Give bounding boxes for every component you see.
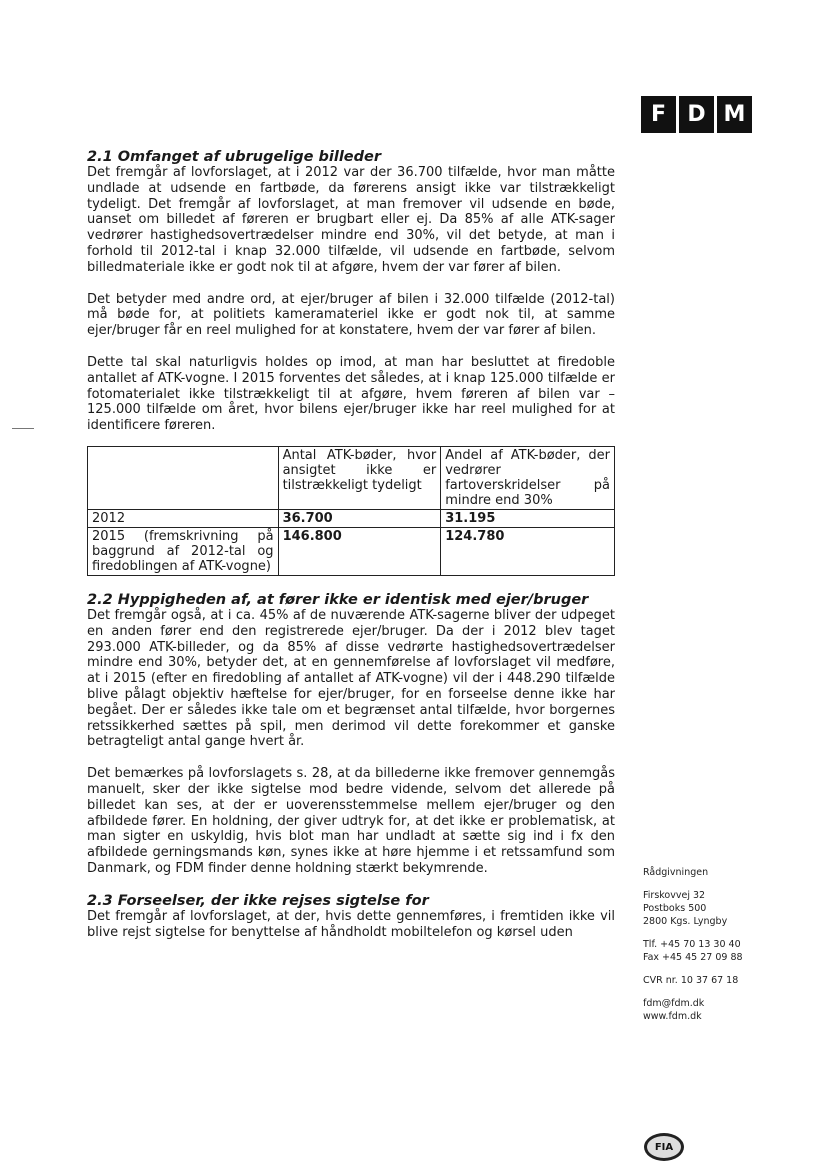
table-cell: 146.800	[278, 527, 441, 575]
paragraph: Det fremgår af lovforslaget, at i 2012 var der 36.700 tilfælde, hvor man måtte undlade at udsende en fartbøde, da førerens ansigt ikke var tilstrækkeligt tydeligt. Det fremgår af lovforslaget, at man fremover vil udsende en bøde, uanset om billedet af føreren er brugbart eller ej. Da 85% af alle ATK-sager vedrører hastighedsovertrædelser mindre end 30%, vil det betyde, at man i forhold til 2012-tal i knap 32.000 tilfælde, vil udsende en fartbøde, selvom billedmateriale ikke er godt nok til at afgøre, hvem der var fører af bilen.	[87, 165, 615, 275]
table-cell: 2012	[88, 509, 279, 527]
atk-fines-table	[87, 446, 615, 576]
address-line: Postboks 500	[643, 903, 707, 914]
table-header-cell: Andel af ATK-bøder, der vedrører fartoverskridelser på mindre end 30%	[441, 446, 615, 509]
table-cell: 124.780	[441, 527, 615, 575]
fdm-logo	[641, 96, 752, 133]
paragraph: Det betyder med andre ord, at ejer/bruger af bilen i 32.000 tilfælde (2012-tal) må bøde for, at politiets kameramateriel ikke er godt nok til, at samme ejer/bruger får en reel mulighed for at konstatere, hvem der var fører af bilen.	[87, 291, 615, 339]
paragraph: Det bemærkes på lovforslagets s. 28, at da billederne ikke fremover gennemgås manuelt, sker der ikke sigtelse mod bedre vidende, selvom det allerede på billedet kan ses, at der er uoverensstemmelse mellem ejer/bruger og den afbildede fører. En holdning, der giver udtryk for, at det ikke er problematisk, at man sigter en uskyldig, hvis blot man har undladt at sætte sig ind i fx den afbildede gerningsmands køn, synes ikke at høre hjemme i et retssamfund som Danmark, og FDM finder denne holdning stærkt bekymrende.	[87, 766, 615, 876]
logo-letter-d: D	[679, 96, 714, 133]
table-cell: 36.700	[278, 509, 441, 527]
table-header-cell	[88, 446, 279, 509]
table-row	[88, 527, 615, 575]
paragraph: Det fremgår af lovforslaget, at der, hvis dette gennemføres, i fremtiden ikke vil blive rejst sigtelse for benyttelse af håndholdt mobiltelefon og kørsel uden	[87, 908, 615, 940]
section-heading-2-3: 2.3 Forseelser, der ikke rejses sigtelse for	[87, 892, 429, 909]
table-cell: 31.195	[441, 509, 615, 527]
document-body	[87, 149, 615, 940]
website-url: www.fdm.dk	[643, 1011, 702, 1022]
phone-number: Tlf. +45 70 13 30 40	[643, 939, 741, 950]
section-heading-2-2: 2.2 Hyppigheden af, at fører ikke er identisk med ejer/bruger	[87, 591, 589, 608]
org-name: Rådgivningen	[643, 867, 709, 878]
contact-sidebar	[643, 866, 743, 1023]
fax-number: Fax +45 45 27 09 88	[643, 952, 743, 963]
logo-letter-f: F	[641, 96, 676, 133]
margin-mark	[12, 428, 34, 429]
logo-letter-m: M	[717, 96, 752, 133]
table-header-cell: Antal ATK-bøder, hvor ansigtet ikke er tilstrækkeligt tydeligt	[278, 446, 441, 509]
email-address: fdm@fdm.dk	[643, 998, 705, 1009]
section-heading-2-1: 2.1 Omfanget af ubrugelige billeder	[87, 149, 382, 165]
address-line: 2800 Kgs. Lyngby	[643, 916, 728, 927]
paragraph: Det fremgår også, at i ca. 45% af de nuværende ATK-sagerne bliver der udpeget en anden fører end den registrerede ejer/bruger. Da der i 2012 blev taget 293.000 ATK-billeder, og da 85% af disse vedrørte hastighedsovertrædelser mindre end 30%, betyder det, at en gennemførelse af lovforslaget vil medføre, at i 2015 (efter en firedobling af antallet af ATK-vogne) vil der i 448.290 tilfælde blive pålagt objektiv hæftelse for ejer/bruger, for en forseelse denne ikke har begået. Der er således ikke tale om et begrænset antal tilfælde, hvor borgernes retssikkerhed sættes på spil, men derimod vil dette forekommer et ganske betragteligt antal gange hvert år.	[87, 607, 615, 750]
address-line: Firskovvej 32	[643, 890, 706, 901]
fia-logo: FIA	[644, 1133, 684, 1161]
paragraph: Dette tal skal naturligvis holdes op imod, at man har besluttet at firedoble antallet af ATK-vogne. I 2015 forventes det således, at i knap 125.000 tilfælde er fotomaterialet ikke tilstrækkeligt til at afgøre, hvem føreren af bilen var – 125.000 tilfælde om året, hvor bilens ejer/bruger ikke har reel mulighed for at identificere føreren.	[87, 354, 615, 434]
cvr-number: CVR nr. 10 37 67 18	[643, 975, 739, 986]
table-cell: 2015 (fremskrivning på baggrund af 2012-tal og firedoblingen af ATK-vogne)	[88, 527, 279, 575]
table-header-row	[88, 446, 615, 509]
table-row	[88, 509, 615, 527]
